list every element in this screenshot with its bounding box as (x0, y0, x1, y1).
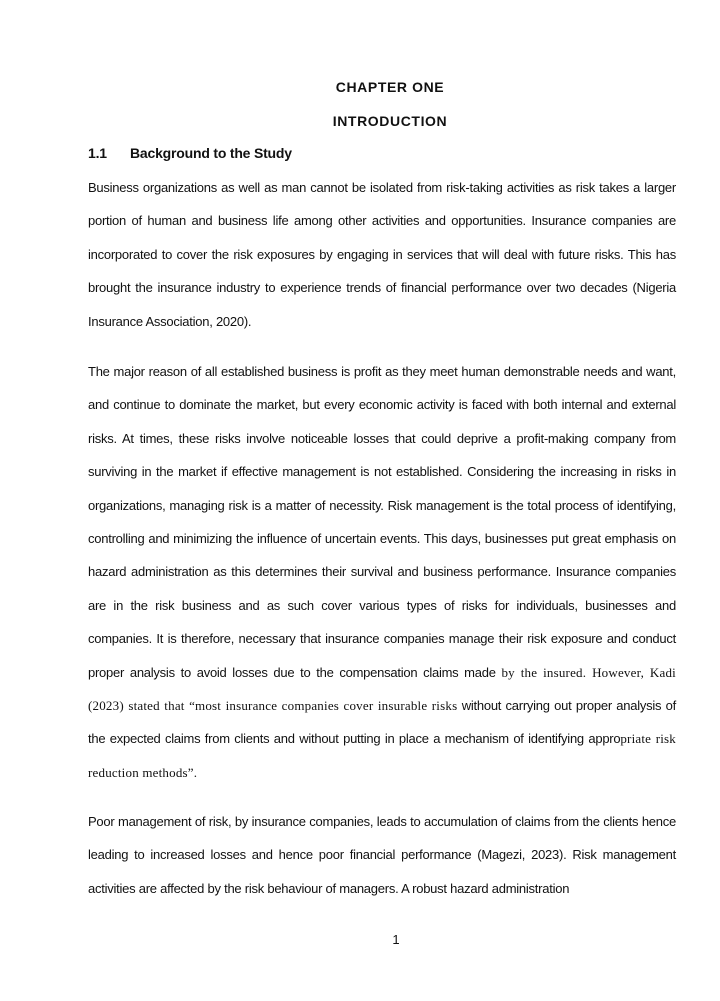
section-number: 1.1 (88, 145, 107, 161)
chapter-label: CHAPTER ONE (335, 79, 445, 95)
paragraph-2-serif-line: by the insured. However, Kadi (2023) stated that “most insurance companies cover insurable risks (88, 664, 676, 714)
paragraph-2 (88, 355, 676, 789)
section-title: Background to the Study (130, 145, 292, 161)
page-number: 1 (392, 932, 400, 947)
paragraph-2-part-c: without carrying out proper analysis of the expected claims from clients and without putting in place a mechanism of identifying appro (88, 698, 676, 747)
section-heading (88, 145, 292, 161)
paragraph-3: Poor management of risk, by insurance companies, leads to accumulation of claims from the clients hence leading to increased losses and hence poor financial performance (Magezi, 2023). Risk management activities are affected by the risk behaviour of managers. A robust hazard administration (88, 814, 676, 896)
paragraph-1: Business organizations as well as man cannot be isolated from risk-taking activities as risk takes a larger portion of human and business life among other activities and opportunities. Insurance companies are incorporated to cover the risk exposures by engaging in services that will deal with future risks. This has brought the insurance industry to experience trends of financial performance over two decades (Nigeria Insurance Association, 2020). (88, 180, 676, 329)
paragraph-2-part-a: The major reason of all established business is profit as they meet human demonstrable needs and want, and continue to dominate the market, but every economic activity is faced with both internal and external risks. At times, these risks involve noticeable losses that could deprive a profit-making company from surviving in the market if effective management is not established. Considering the increasing in risks in organizations, managing risk is a matter of necessity. Risk management is the total process of identifying, controlling and minimizing the influence of uncertain events. This days, businesses put great emphasis on hazard administration as this determines their survival and business performance. Insurance companies are in the risk business and as such cover various types of risks for individuals, businesses and companies. It is therefore, necessary that insurance companies manage their risk exposure and conduct proper analysis to avoid losses due to the compensation claims made (88, 364, 676, 680)
paragraph-2-serif-end: priate risk reduction methods”. (88, 731, 676, 780)
chapter-title: INTRODUCTION (332, 113, 448, 129)
